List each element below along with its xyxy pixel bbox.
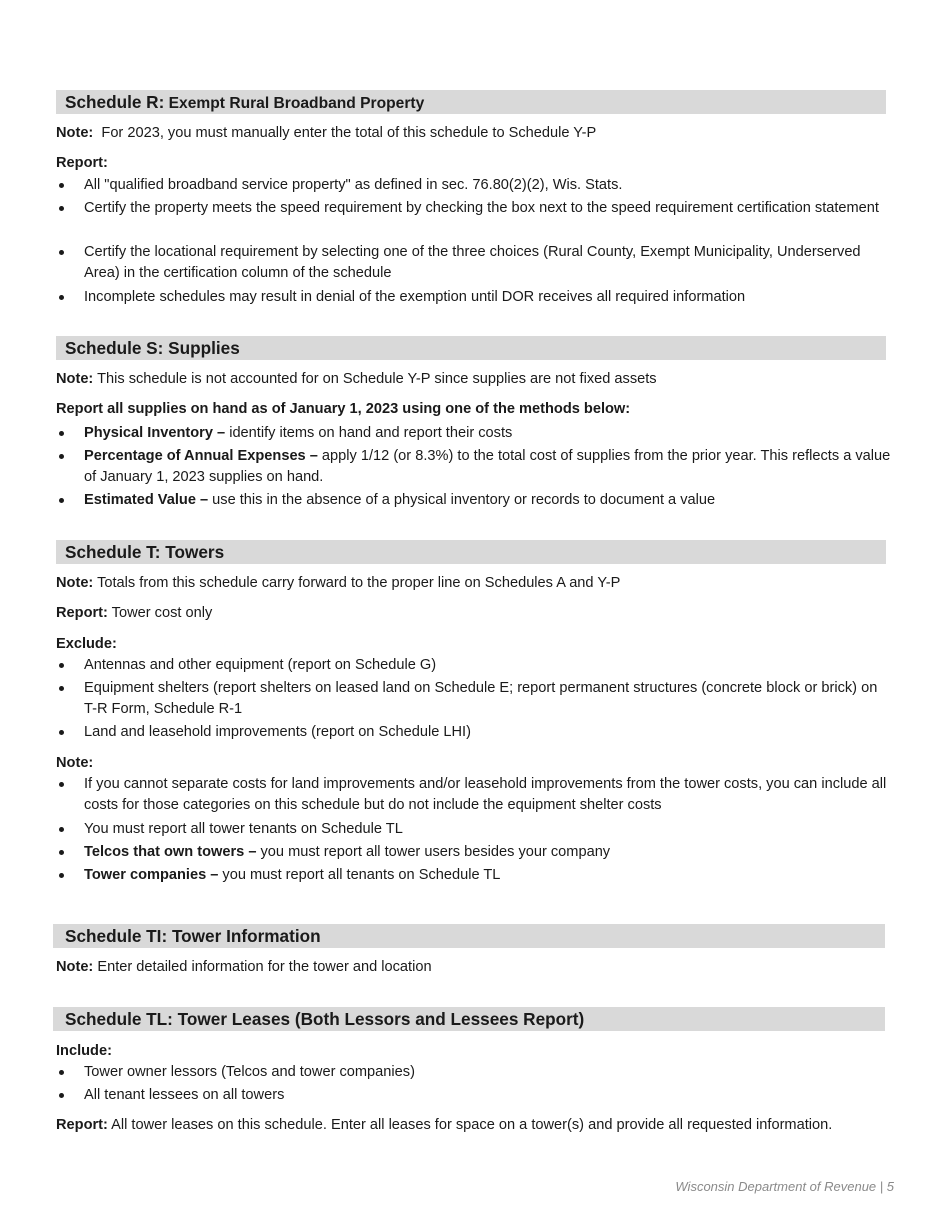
schedule-t-note-bullet — [84, 865, 894, 886]
note-text: For 2023, you must manually enter the total of this schedule to Schedule Y-P — [93, 125, 597, 141]
schedule-t-exclude-bullet: Antennas and other equipment (report on Schedule G) — [84, 655, 894, 676]
schedule-r-bullet: Certify the property meets the speed requirement by checking the box next to the speed requirement certification statement — [84, 198, 894, 219]
schedule-t-exclude-bullet: Land and leasehold improvements (report on Schedule LHI) — [84, 722, 894, 743]
bullet-bold-label: Telcos that own towers – — [84, 844, 257, 860]
bullet-text: you must report all tower users besides your company — [256, 844, 611, 860]
note-label: Note: — [56, 125, 94, 141]
schedule-s-note — [56, 369, 657, 389]
schedule-tl-bullet: All tenant lessees on all towers — [84, 1085, 894, 1106]
schedule-tl-include-label: Include: — [56, 1043, 112, 1059]
schedule-t-note — [56, 573, 620, 593]
bullet-text: use this in the absence of a physical inventory or records to document a value — [208, 492, 716, 508]
schedule-s-bullet — [84, 446, 894, 488]
schedule-s-heading: Schedule S: Supplies — [56, 336, 886, 360]
page-footer: Wisconsin Department of Revenue | 5 — [675, 1179, 894, 1194]
schedule-s-bullet — [84, 490, 894, 511]
schedule-r-bullet: Incomplete schedules may result in denial of the exemption until DOR receives all required information — [84, 287, 894, 308]
schedule-r-bullet: All "qualified broadband service property" as defined in sec. 76.80(2)(2), Wis. Stats. — [84, 175, 894, 196]
note-text: Totals from this schedule carry forward to the proper line on Schedules A and Y-P — [93, 575, 621, 591]
schedule-r-report-label: Report: — [56, 155, 108, 171]
schedule-t-note-bullet — [84, 819, 894, 840]
bullet-text: You must report all tower tenants on Schedule TL — [84, 821, 403, 837]
schedule-t-note2-label: Note: — [56, 755, 94, 771]
schedule-t-report — [56, 603, 212, 623]
schedule-t-exclude-label: Exclude: — [56, 636, 117, 652]
bullet-bold-label: Estimated Value – — [84, 492, 209, 508]
schedule-tl-bullet: Tower owner lessors (Telcos and tower companies) — [84, 1062, 894, 1083]
bullet-text: apply 1/12 (or 8.3%) to the total cost of supplies from the prior year. This reflects a value of January 1, 2023 supplies on hand. — [84, 448, 891, 485]
schedule-r-heading — [56, 90, 886, 114]
note-text: This schedule is not accounted for on Schedule Y-P since supplies are not fixed assets — [93, 371, 657, 387]
schedule-t-note-bullet — [84, 774, 894, 816]
bullet-bold-label: Tower companies – — [84, 867, 219, 883]
bullet-bold-label: Physical Inventory – — [84, 425, 226, 441]
schedule-tl-report — [56, 1115, 832, 1135]
schedule-r-title-rest: Exempt Rural Broadband Property — [164, 95, 425, 112]
bullet-text: you must report all tenants on Schedule TL — [218, 867, 501, 883]
bullet-text: If you cannot separate costs for land improvements and/or leasehold improvements from the tower costs, you can include all costs for those categories on this schedule but do not include the equipment shelter costs — [84, 776, 887, 813]
report-label: Report: — [56, 605, 108, 621]
schedule-r-title-prefix: Schedule R: — [65, 92, 165, 112]
bullet-text: identify items on hand and report their costs — [225, 425, 513, 441]
note-text: Enter detailed information for the tower and location — [93, 959, 432, 975]
schedule-r-note — [56, 123, 596, 143]
schedule-s-report-heading: Report all supplies on hand as of January 1, 2023 using one of the methods below: — [56, 401, 631, 417]
schedule-t-heading: Schedule T: Towers — [56, 540, 886, 564]
schedule-r-bullet: Certify the locational requirement by selecting one of the three choices (Rural County, Exempt Municipality, Underserved Area) in the certification column of the schedule — [84, 242, 894, 284]
schedule-tl-heading: Schedule TL: Tower Leases (Both Lessors and Lessees Report) — [53, 1007, 885, 1031]
report-label: Report: — [56, 1117, 108, 1133]
report-text: All tower leases on this schedule. Enter all leases for space on a tower(s) and provide all requested information. — [107, 1117, 833, 1133]
schedule-s-bullet — [84, 423, 894, 444]
note-label: Note: — [56, 959, 94, 975]
schedule-t-note-bullet — [84, 842, 894, 863]
report-text: Tower cost only — [107, 605, 213, 621]
note-label: Note: — [56, 371, 94, 387]
schedule-t-exclude-bullet: Equipment shelters (report shelters on leased land on Schedule E; report permanent structures (concrete block or brick) on T-R Form, Schedule R-1 — [84, 678, 894, 720]
schedule-ti-heading: Schedule TI: Tower Information — [53, 924, 885, 948]
schedule-ti-note — [56, 957, 432, 977]
note-label: Note: — [56, 575, 94, 591]
bullet-bold-label: Percentage of Annual Expenses – — [84, 448, 318, 464]
